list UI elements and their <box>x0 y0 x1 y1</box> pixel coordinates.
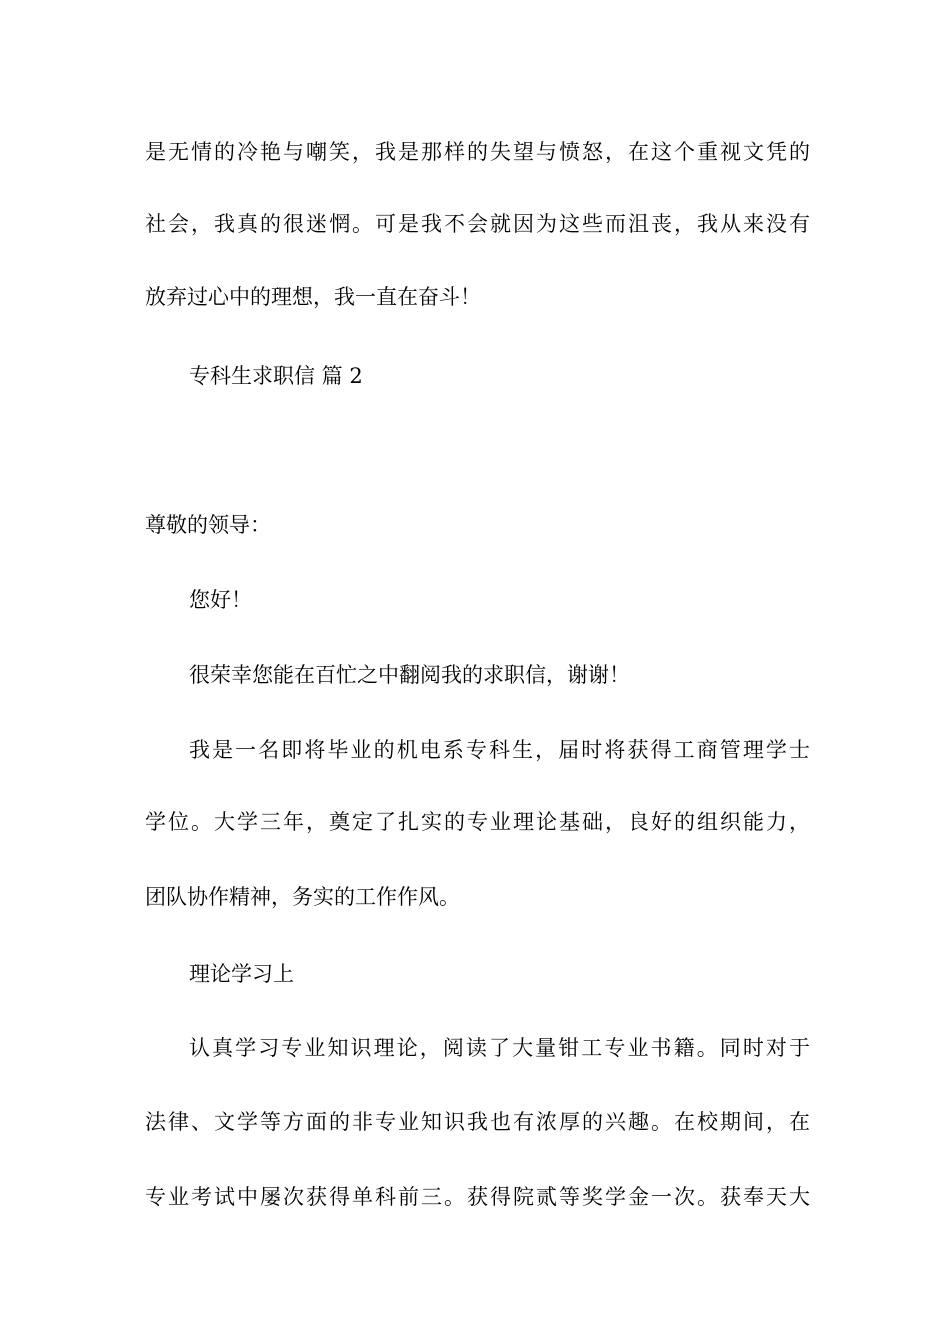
paragraph-line: 放弃过心中的理想，我一直在奋斗！ <box>145 285 481 309</box>
paragraph-line: 社会，我真的很迷惘。可是我不会就因为这些而沮丧，我从来没有 <box>145 212 810 236</box>
paragraph-line: 认真学习专业知识理论，阅读了大量钳工专业书籍。同时对于 <box>189 1036 810 1060</box>
paragraph-line: 很荣幸您能在百忙之中翻阅我的求职信，谢谢！ <box>189 663 630 687</box>
paragraph-line: 是无情的冷艳与嘲笑，我是那样的失望与愤怒，在这个重视文凭的 <box>145 140 810 164</box>
paragraph-line: 我是一名即将毕业的机电系专科生，届时将获得工商管理学士 <box>189 738 810 762</box>
subheading: 理论学习上 <box>189 962 294 986</box>
section-heading: 专科生求职信 篇 2 <box>189 364 363 388</box>
salutation: 尊敬的领导： <box>145 513 271 537</box>
paragraph-line: 学位。大学三年，奠定了扎实的专业理论基础，良好的组织能力， <box>145 810 810 834</box>
paragraph-line: 团队协作精神，务实的工作作风。 <box>145 885 460 909</box>
greeting: 您好！ <box>189 588 252 612</box>
paragraph-line: 法律、文学等方面的非专业知识我也有浓厚的兴趣。在校期间，在 <box>145 1110 810 1134</box>
paragraph-line: 专业考试中屡次获得单科前三。获得院贰等奖学金一次。获奉天大 <box>145 1185 810 1209</box>
